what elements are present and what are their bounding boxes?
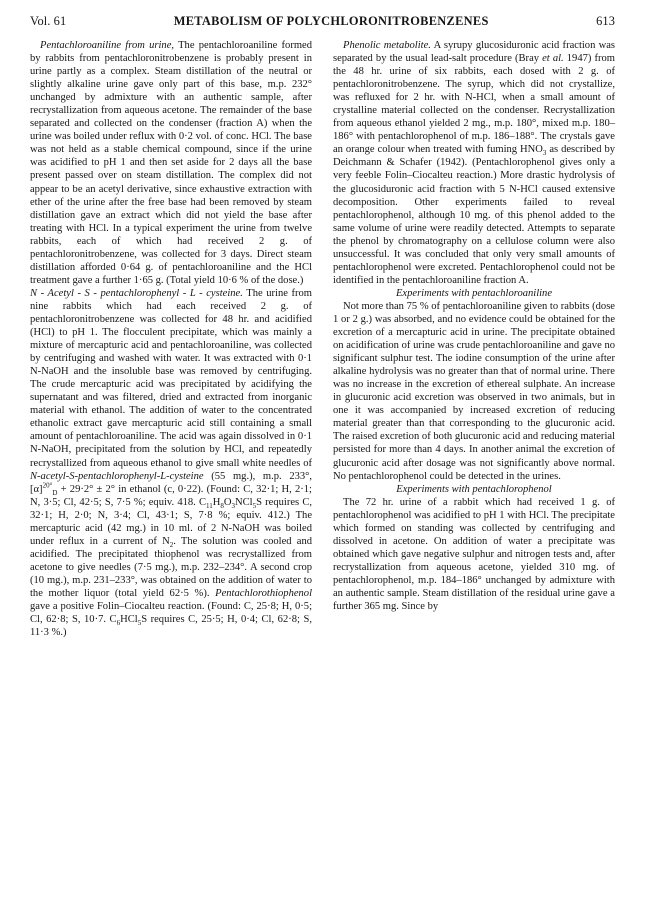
formula-part: NCl xyxy=(235,496,253,508)
subscript: 2 xyxy=(169,540,174,549)
formula-part: O xyxy=(223,496,232,508)
paragraph-text: S requires C, 32·1; H, 2·0; N, 3·4; Cl, 43·1; S, 7·8 %; equiv. 412.) The mercapturic acid (42 mg.) in 10 ml. of 2 N-NaOH was boiled under reflux in a current of N xyxy=(30,496,313,547)
running-head xyxy=(30,14,615,29)
subscript: D xyxy=(52,488,58,497)
subscript: 3 xyxy=(542,149,547,158)
page-number: 613 xyxy=(596,14,615,28)
subscript: 8 xyxy=(220,501,224,510)
running-title: METABOLISM OF POLYCHLORONITROBENZENES xyxy=(173,14,489,28)
subscript: 5 xyxy=(252,501,257,510)
paragraph-mercapturic-acid xyxy=(30,287,312,639)
right-column xyxy=(333,39,615,639)
compound-name: Pentachlorothiophenol xyxy=(215,587,312,599)
subscript: 6 xyxy=(116,619,121,628)
paragraph-text: A syrupy glucosiduronic acid fraction was separated by the usual lead-salt procedure (Bray xyxy=(333,40,616,65)
section-title: Phenolic metabolite. xyxy=(343,40,431,51)
subscript: 5 xyxy=(137,619,142,628)
paragraph-text: gave a positive Folin–Ciocalteu reaction. (Found: C, 25·8; H, 0·5; Cl, 62·8; S, 10·7. C xyxy=(30,601,312,626)
paragraph-pentachloroaniline-urine xyxy=(30,39,312,287)
paragraph-text: as described by Deichmann & Schafer (1942). (Pentachlorophenol gives only a very feeble Folin–Ciocalteu reaction.) More drastic hydrolysis of the glucosiduronic acid fraction with 5 N-HCl caused extensive decomposition. Other experiments failed to reveal pentachlorophenol, although 10 mg. of this phenol added to the same volume of urine were readily detected. Attempts to separate the phenol by chromatography on a cellulose column were also unsuccessful. It was concluded that only very small amounts of pentachlorophenol were excreted. Pentachlorophenol could not be identified in the pentachloroaniline fraction A. xyxy=(333,144,616,286)
subscript: 11 xyxy=(206,501,213,510)
paragraph-text: The pentachloroaniline formed by rabbits from pentachloronitrobenzene is probably present in urine partly as a complex. Steam distillation of the neutral or slightly alkaline urine gave only part of this base, m.p. 232° unchanged by admixture with an authentic sample, after recrystallization from aqueous acetone. The remainder of the base separated and collected on the condenser (fraction A) when the urine was boiled under reflux with 0·2 vol. of conc. HCl. The base was not held as a stable chemical compound, since if the urine was acidified to pH 1 and then set aside for 2 days all the base present passed over on steam distillation. The complex did not appear to be an acetyl derivative, since exhaustive extraction with ether of the urine after the free base had been removed by steam distillation gave an extract which did not yield the base after treating with HCl. In a typical experiment the urine from twelve rabbits, each of which had received 2 g. of pentachloronitrobenzene, was collected for 3 days. Direct steam distillation afforded 0·64 g. of pentachloroaniline and the HCl treatment gave a further 1·65 g. (Total yield 10·6 % of the dose.) xyxy=(30,40,313,286)
subscript: 3 xyxy=(231,501,236,510)
paragraph-text: The urine from nine rabbits which had each received 2 g. of pentachloronitrobenzene was collected for 48 hr. and acidified (HCl) to pH 1. The flocculent precipitate, which was mainly a mixture of mercapturic acid and pentachloroaniline, was collected by centrifuging and washed with water. It was extracted with 0·1 N-NaOH and the insoluble base was removed by centrifuging. The crude mercapturic acid was precipitated by acidifying the supernatant and was filtered, dried and extracted from inorganic material with ethanol. The addition of water to the concentrated ethanolic extract gave mercapturic acid still containing a small amount of pentachloroaniline. The acid was again dissolved in 0·1 N-NaOH, precipitated from the solution by HCl, and repeatedly recrystallized from aqueous ethanol to give small white needles of xyxy=(30,287,312,469)
section-title: Pentachloroaniline from urine, xyxy=(40,40,175,51)
paragraph-phenolic-metabolite xyxy=(333,39,615,287)
citation-etal: et al. xyxy=(542,53,564,65)
superscript: 20° xyxy=(42,481,53,490)
section-heading: Experiments with pentachloroaniline xyxy=(395,287,553,299)
paragraph-text: (55 mg.), m.p. 233°, [α] xyxy=(30,470,312,495)
two-column-body xyxy=(30,39,615,639)
paragraph-text: 1947) from the 48 hr. urine of six rabbits, each dosed with 2 g. of pentachloronitrobenzene. The syrup, which did not crystallize, was refluxed for 2 hr. with N-HCl, when a small amount of crystalline material collected on the condenser. Recrystallization from aqueous ethanol yielded 2 mg., m.p. 180°, mixed m.p. 180–186° with pentachlorophenol of m.p. 186–188°. The crystals gave an orange colour when treated with fuming HNO xyxy=(333,53,615,156)
volume-label: Vol. 61 xyxy=(30,14,67,28)
paragraph-text: + 29·2° ± 2° in ethanol (c, 0·22). (Found: C, 32·1; H, 2·1; N, 3·5; Cl, 42·5; S, 7·5 %; equiv. 418. C xyxy=(30,483,312,508)
section-heading: Experiments with pentachlorophenol xyxy=(396,483,552,495)
paragraph-text: . The solution was cooled and acidified. The precipitated thiophenol was recrystallized from acetone to give needles (7·5 mg.), m.p. 232–234°. A second crop (10 mg.), m.p. 231–233°, was obtained on the addition of water to the mother liquor (total yield 62·5 %). xyxy=(30,535,312,599)
formula-part: HCl xyxy=(120,614,138,626)
paragraph-pentachlorophenol-experiments: The 72 hr. urine of a rabbit which had received 1 g. of pentachlorophenol was acidified to pH 1 with HCl. The precipitate which formed on standing was collected by centrifuging and dissolved in acetone. On addition of water a precipitate was obtained which gave negative sulphur and nitrogen tests and, after recrystallization from aqueous acetone, yielded 310 mg. of pentachlorophenol, m.p. 184–186° unchanged by admixture with an authentic sample. Steam distillation of the residual urine gave a further 365 mg. Since by xyxy=(333,496,615,613)
compound-name: N-acetyl-S-pentachlorophenyl-L-cysteine xyxy=(30,470,204,482)
section-title: N - Acetyl - S - pentachlorophenyl - L - cysteine. xyxy=(30,287,243,299)
left-column xyxy=(30,39,312,639)
paragraph-pentachloroaniline-experiments: Not more than 75 % of pentachloroaniline given to rabbits (dose 1 or 2 g.) was absorbed, and no evidence could be obtained for the excretion of a mercapturic acid in urine. The precipitate obtained on acidification of urine was crude pentachloroaniline and gave no significant sulphur test. The iodine consumption of the urine after alkaline hydrolysis was no greater than that of normal urine. There was no increase in the excretion of ethereal sulphate. An increase in glucuronic acid excretion was observed in two animals, but in one it was accompanied by increased excretion of reducing material greater than that corresponding to the glucuronic acid. The raised excretion of both glucuronic acid and reducing material persisted for more than 4 days. In another animal the excretion of glucuronic acid after dosage was not significantly above normal. No pentachlorophenol could be detected in the urines. xyxy=(333,300,615,482)
paragraph-text: S requires C, 25·5; H, 0·4; Cl, 62·8; S, 11·3 %.) xyxy=(30,614,312,639)
formula-part: H xyxy=(212,496,221,508)
